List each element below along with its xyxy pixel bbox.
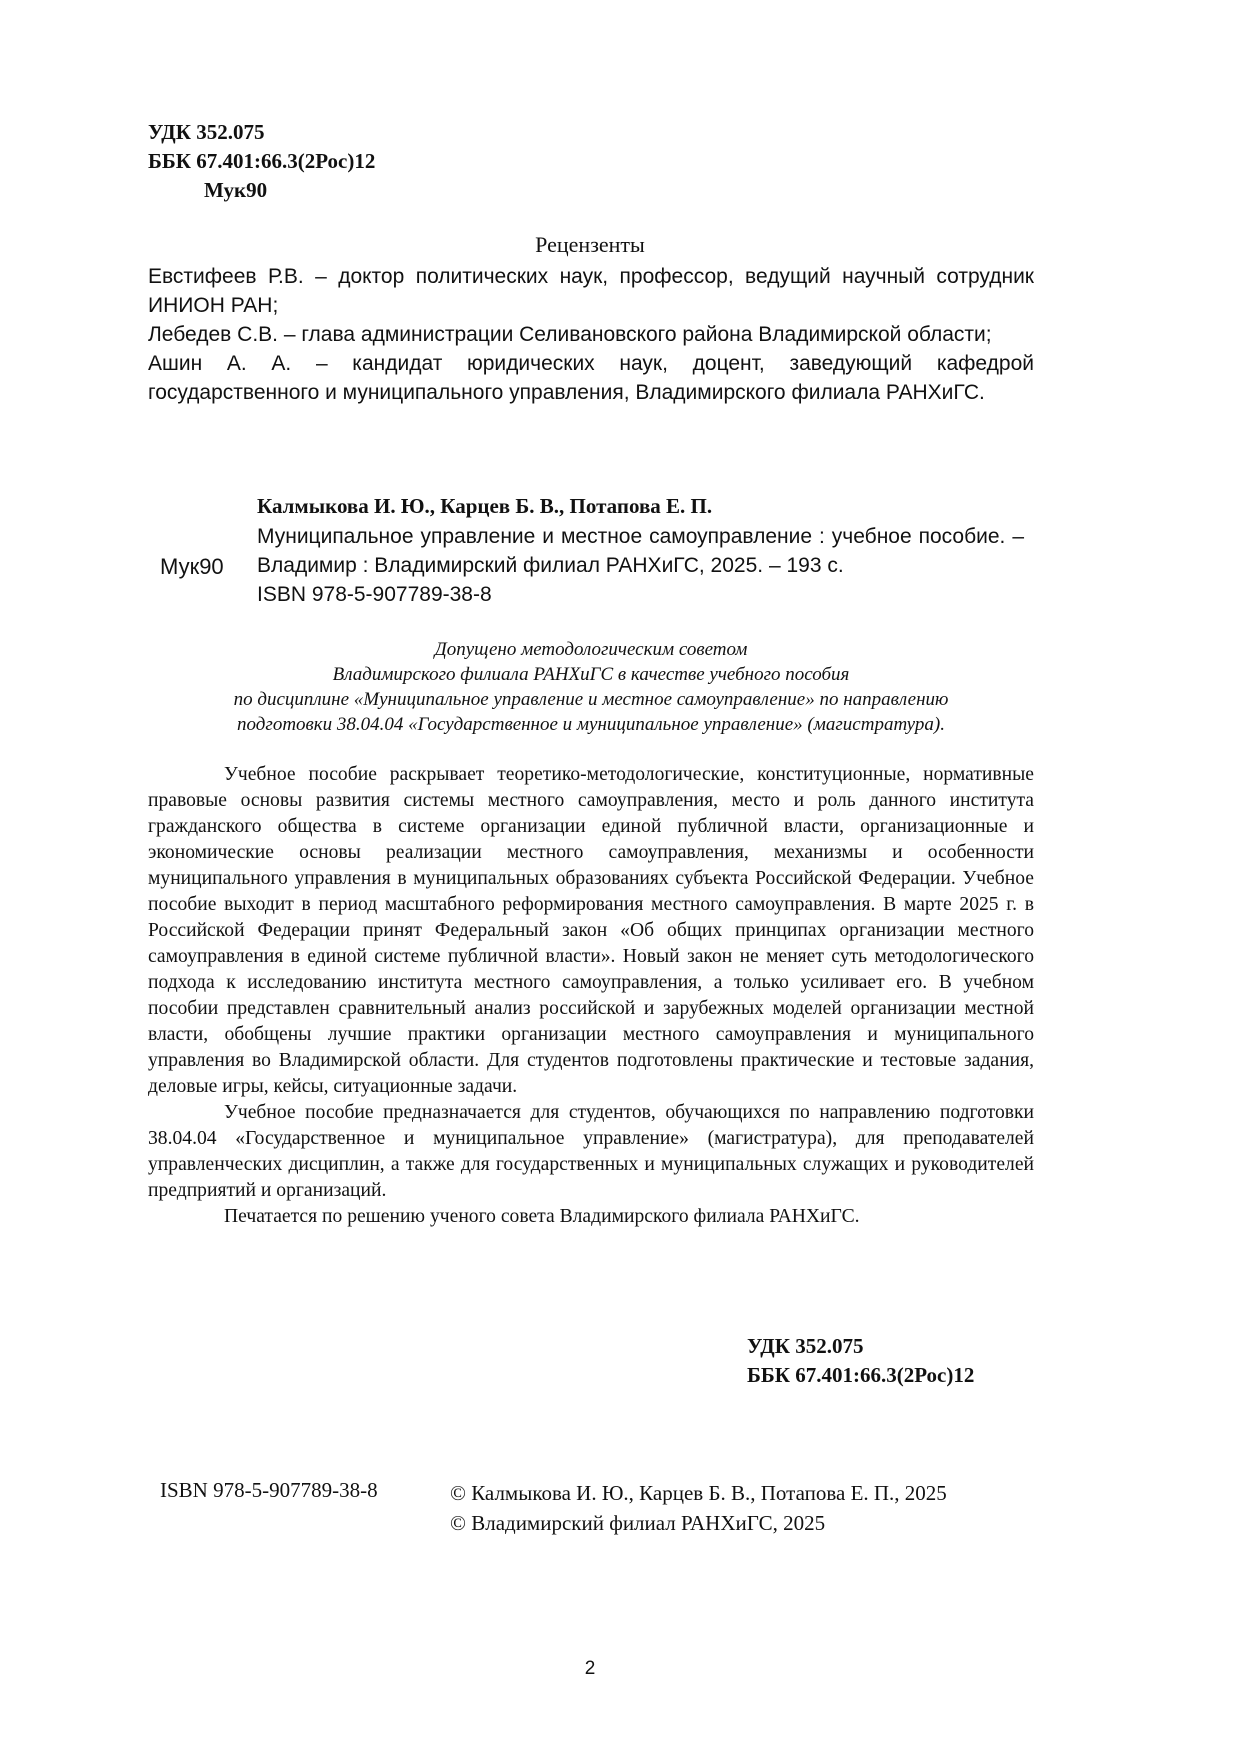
bibliographic-title: Муниципальное управление и местное самоуправление : учебное пособие. – Владимир : Владимирский филиал РАНХиГС, 2025. – 193 с. <box>257 525 1024 577</box>
annotation-paragraph: Печатается по решению ученого совета Владимирского филиала РАНХиГС. <box>224 1206 860 1227</box>
bbk-code: ББК 67.401:66.3(2Рос)12 <box>747 1363 975 1387</box>
page-number: 2 <box>584 1658 596 1679</box>
reviewer-item: Лебедев С.В. – глава администрации Селивановского района Владимирской области; <box>148 323 992 346</box>
imprint-isbn: ISBN 978-5-907789-38-8 <box>160 1478 378 1502</box>
classification-block-bottom <box>747 1332 974 1390</box>
approval-line: Допущено методологическим советом <box>434 639 748 660</box>
reviewer-item: Ашин А. А. – кандидат юридических наук, доцент, заведующий кафедрой государственного и муниципального управления, Владимирского филиала РАНХиГС. <box>148 352 1034 404</box>
annotation <box>148 762 1034 1230</box>
approval-stamp <box>148 637 1034 737</box>
approval-line: по дисциплине «Муниципальное управление и местное самоуправление» по направлению <box>233 689 949 710</box>
bibliographic-isbn: ISBN 978-5-907789-38-8 <box>257 583 492 606</box>
approval-line: подготовки 38.04.04 «Государственное и муниципальное управление» (магистратура). <box>237 714 945 735</box>
classification-block-top <box>148 118 375 205</box>
bibliographic-authors: Калмыкова И. Ю., Карцев Б. В., Потапова Е. П. <box>257 494 713 518</box>
udk-code: УДК 352.075 <box>148 120 265 144</box>
author-code: Мук90 <box>204 178 268 202</box>
copyright-org: © Владимирский филиал РАНХиГС, 2025 <box>450 1511 826 1535</box>
bibliographic-author-code: Мук90 <box>160 554 224 579</box>
reviewers-list <box>148 262 1034 407</box>
copyright-block <box>450 1478 947 1538</box>
reviewers-title: Рецензенты <box>535 232 645 257</box>
copyright-authors: © Калмыкова И. Ю., Карцев Б. В., Потапова Е. П., 2025 <box>450 1481 947 1505</box>
bbk-code: ББК 67.401:66.3(2Рос)12 <box>148 149 376 173</box>
bibliographic-description <box>257 522 1024 609</box>
udk-code: УДК 352.075 <box>747 1334 864 1358</box>
annotation-paragraph: Учебное пособие раскрывает теоретико-методологические, конституционные, нормативные правовые основы развития системы местного самоуправления, место и роль данного института гражданского общества в системе организации единой публичной власти, организационные и экономические основы реализации местного самоуправления, механизмы и особенности муниципального управления в муниципальных образованиях субъекта Российской Федерации. Учебное пособие выходит в период масштабного реформирования местного самоуправления. В марте 2025 г. в Российской Федерации принят Федеральный закон «Об общих принципах организации местного самоуправления в единой системе публичной власти». Новый закон не меняет суть методологического подхода к исследованию института местного самоуправления, а только усиливает его. В учебном пособии представлен сравнительный анализ российской и зарубежных моделей организации местной власти, обобщены лучшие практики организации местного самоуправления и муниципального управления во Владимирской области. Для студентов подготовлены практические и тестовые задания, деловые игры, кейсы, ситуационные задачи. <box>148 764 1034 1097</box>
approval-line: Владимирского филиала РАНХиГС в качестве учебного пособия <box>332 664 850 685</box>
annotation-paragraph: Учебное пособие предназначается для студентов, обучающихся по направлению подготовки 38.04.04 «Государственное и муниципальное управление» (магистратура), для преподавателей управленческих дисциплин, а также для государственных и муниципальных служащих и руководителей предприятий и организаций. <box>148 1102 1034 1201</box>
reviewer-item: Евстифеев Р.В. – доктор политических наук, профессор, ведущий научный сотрудник ИНИОН РАН; <box>148 265 1034 317</box>
